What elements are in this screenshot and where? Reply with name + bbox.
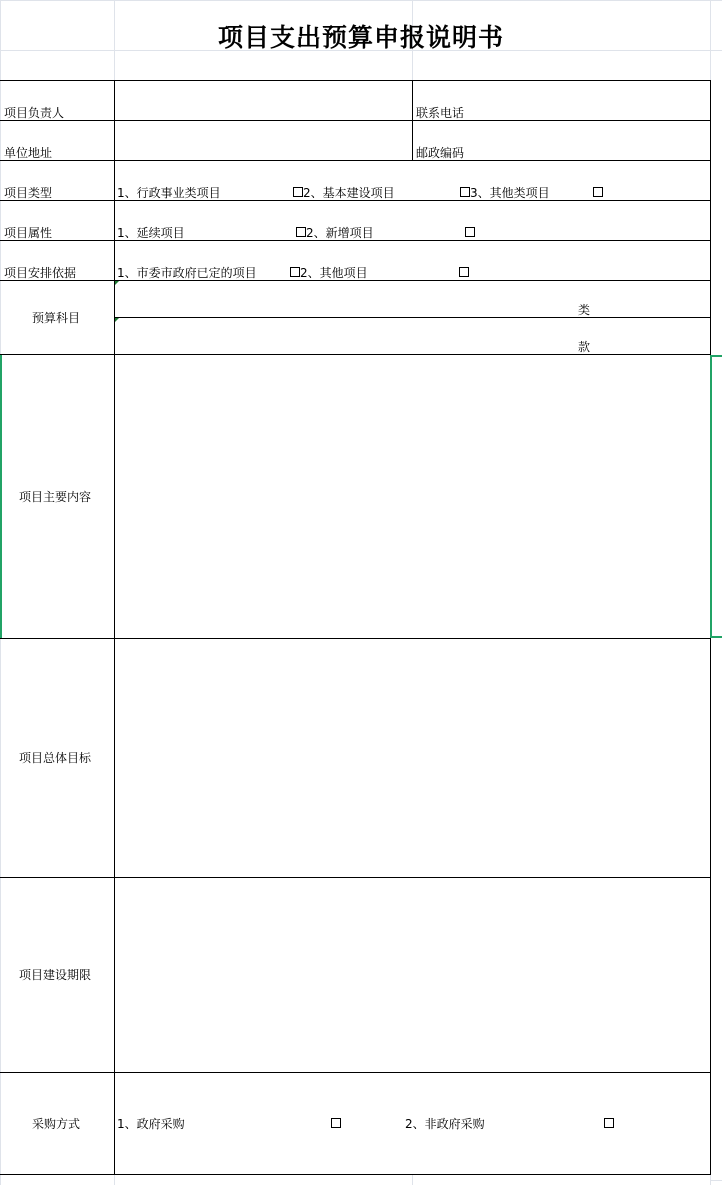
type-option-2: 2、基本建设项目 <box>303 186 395 200</box>
selection-border <box>710 636 722 638</box>
type-option-1-checkbox[interactable] <box>293 187 303 197</box>
type-option-2-checkbox[interactable] <box>460 187 470 197</box>
gridline <box>412 1175 413 1185</box>
type-option-1: 1、行政事业类项目 <box>117 186 221 200</box>
budget-section-label: 款 <box>578 340 591 354</box>
selection-border <box>0 355 2 638</box>
table-border <box>0 1072 711 1073</box>
leader-value-cell[interactable] <box>115 81 412 120</box>
address-label: 单位地址 <box>4 146 53 160</box>
type-option-3: 3、其他类项目 <box>470 186 550 200</box>
budget-label: 预算科目 <box>32 311 81 325</box>
attribute-option-2-checkbox[interactable] <box>465 227 475 237</box>
postcode-value-cell[interactable] <box>413 121 710 160</box>
page-title: 项目支出预算申报说明书 <box>217 23 504 52</box>
phone-label: 联系电话 <box>416 106 465 120</box>
table-border <box>0 200 711 201</box>
table-border <box>0 240 711 241</box>
basis-label: 项目安排依据 <box>4 266 77 280</box>
period-value-cell[interactable] <box>115 878 710 1072</box>
basis-option-2: 2、其他项目 <box>300 266 368 280</box>
gridline <box>114 1175 115 1185</box>
attribute-label: 项目属性 <box>4 226 53 240</box>
procurement-option-2: 2、非政府采购 <box>405 1117 485 1131</box>
table-border <box>0 1174 711 1175</box>
budget-section-cell[interactable] <box>115 318 710 354</box>
goal-label: 项目总体目标 <box>19 751 92 765</box>
budget-class-label: 类 <box>578 303 591 317</box>
attribute-option-1: 1、延续项目 <box>117 226 185 240</box>
type-label: 项目类型 <box>4 186 53 200</box>
selection-border <box>710 355 712 638</box>
attribute-option-1-checkbox[interactable] <box>296 227 306 237</box>
procurement-label: 采购方式 <box>32 1117 81 1131</box>
basis-option-2-checkbox[interactable] <box>459 267 469 277</box>
postcode-label: 邮政编码 <box>416 146 465 160</box>
basis-option-1-checkbox[interactable] <box>290 267 300 277</box>
leader-label: 项目负责人 <box>4 106 65 120</box>
selection-border <box>710 355 722 357</box>
content-label: 项目主要内容 <box>19 490 92 504</box>
procurement-option-1: 1、政府采购 <box>117 1117 185 1131</box>
procurement-option-2-checkbox[interactable] <box>604 1118 614 1128</box>
goal-value-cell[interactable] <box>115 639 710 877</box>
attribute-option-2: 2、新增项目 <box>306 226 374 240</box>
gridline <box>0 0 722 1</box>
gridline <box>710 1180 722 1181</box>
budget-class-cell[interactable] <box>115 281 710 317</box>
basis-option-1: 1、市委市政府已定的项目 <box>117 266 257 280</box>
address-value-cell[interactable] <box>115 121 412 160</box>
type-option-3-checkbox[interactable] <box>593 187 603 197</box>
table-border <box>0 160 711 161</box>
content-value-cell[interactable] <box>115 355 710 638</box>
period-label: 项目建设期限 <box>19 968 92 982</box>
phone-value-cell[interactable] <box>413 81 710 120</box>
procurement-option-1-checkbox[interactable] <box>331 1118 341 1128</box>
